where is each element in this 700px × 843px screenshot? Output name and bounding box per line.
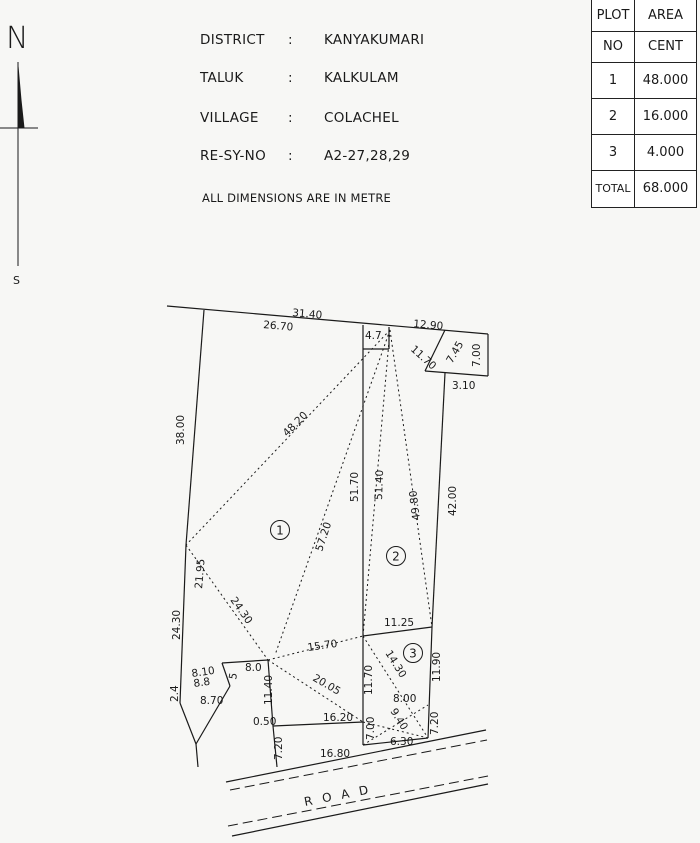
resyno-label: RE-SY-NO [200, 148, 266, 164]
taluk-label: TALUK [200, 70, 244, 86]
village-colon: : [288, 110, 293, 126]
resyno-value: A2-27,28,29 [324, 148, 411, 164]
dim-mid-16-20: 16.20 [323, 712, 354, 724]
dim-top-left: 26.70 [262, 319, 294, 334]
district-colon: : [288, 32, 293, 48]
no-header: NO [592, 31, 635, 62]
dim-small-5: 5 [227, 671, 241, 681]
dim-diag-21: 21.95 [193, 558, 208, 590]
dim-v-7-20-left: 7.20 [273, 736, 285, 760]
dim-diag-24: 24.30 [227, 594, 255, 627]
dim-small-11-40: 11.40 [263, 674, 275, 705]
dimensions-note: ALL DIMENSIONS ARE IN METRE [202, 191, 391, 205]
dim-left-bottom: 2.4 [169, 685, 181, 702]
dim-v-7-20-right: 7.20 [429, 711, 441, 735]
plot-2-label: 2 [392, 549, 400, 564]
dim-small-8-0: 8.0 [245, 662, 262, 674]
dim-bottom-6-30: 6.30 [390, 736, 414, 748]
dim-notch-bottom: 3.10 [452, 380, 476, 392]
dim-diag-14: 14.30 [382, 648, 409, 681]
plot-cell: 3 [592, 134, 635, 170]
dim-mid-11-70: 11.70 [363, 664, 375, 695]
village-value: COLACHEL [324, 110, 399, 126]
dim-small-8-8: 8.8 [192, 675, 211, 690]
total-label: TOTAL [592, 170, 635, 207]
dim-top-right: 12.90 [412, 318, 444, 333]
dim-small-8-70: 8.70 [200, 695, 224, 707]
district-label: DISTRICT [200, 32, 265, 48]
dim-notch-vert: 7.00 [471, 343, 483, 367]
compass-south-label: S [13, 274, 20, 287]
dim-right-11-90: 11.90 [431, 651, 443, 682]
dim-p3-top: 11.25 [384, 617, 415, 629]
dimension-labels [169, 307, 483, 760]
dim-top-total: 31.40 [291, 307, 323, 322]
taluk-value: KALKULAM [324, 70, 399, 86]
dim-mid-vert: 51.70 [349, 471, 361, 502]
area-header: AREA [635, 0, 697, 31]
total-value: 68.000 [635, 170, 697, 207]
resyno-colon: : [288, 148, 293, 164]
plot-3-label: 3 [409, 646, 417, 661]
diagonal-lines [186, 330, 432, 745]
dim-left-lower: 24.30 [171, 609, 183, 640]
dim-small-8-10: 8.10 [190, 664, 216, 680]
compass-needle-icon [0, 62, 38, 266]
taluk-colon: : [288, 70, 293, 86]
dim-v-7-00: 7.00 [365, 716, 377, 740]
area-cell: 16.000 [635, 98, 697, 134]
district-value: KANYAKUMARI [324, 32, 425, 48]
plot-header: PLOT [592, 0, 635, 31]
dim-right-vert: 42.00 [447, 485, 459, 516]
dim-bottom-16-80: 16.80 [320, 748, 351, 760]
dim-p3-8: 8.00 [393, 693, 417, 705]
dim-mid-15: 15.70 [306, 637, 339, 654]
area-cell: 48.000 [635, 62, 697, 98]
road-label: ROAD [302, 780, 380, 809]
road [226, 730, 488, 836]
plot-1-label: 1 [276, 523, 284, 538]
dim-diag-tr: 11.70 [407, 343, 439, 373]
village-label: VILLAGE [200, 110, 259, 126]
plot-markers [271, 521, 423, 663]
dim-left-upper: 38.00 [175, 414, 187, 445]
area-cell: 4.000 [635, 134, 697, 170]
dim-top-mid: 4.7 [365, 330, 382, 342]
dim-diag-9: 9.40 [387, 706, 411, 733]
plot-cell: 1 [592, 62, 635, 98]
dim-small-0-50: 0.50 [253, 716, 277, 728]
dim-diag-20: 20.05 [310, 672, 343, 698]
dim-diag-51-40: 51.40 [373, 469, 387, 501]
dim-notch-diag: 7.45 [444, 339, 467, 366]
dim-diag-57: 57.20 [313, 520, 335, 553]
cent-header: CENT [635, 31, 697, 62]
plot-cell: 2 [592, 98, 635, 134]
dim-diag-49: 49.80 [407, 489, 423, 522]
compass-north-label: N [6, 21, 29, 56]
dim-diag-48: 48.20 [280, 409, 311, 440]
